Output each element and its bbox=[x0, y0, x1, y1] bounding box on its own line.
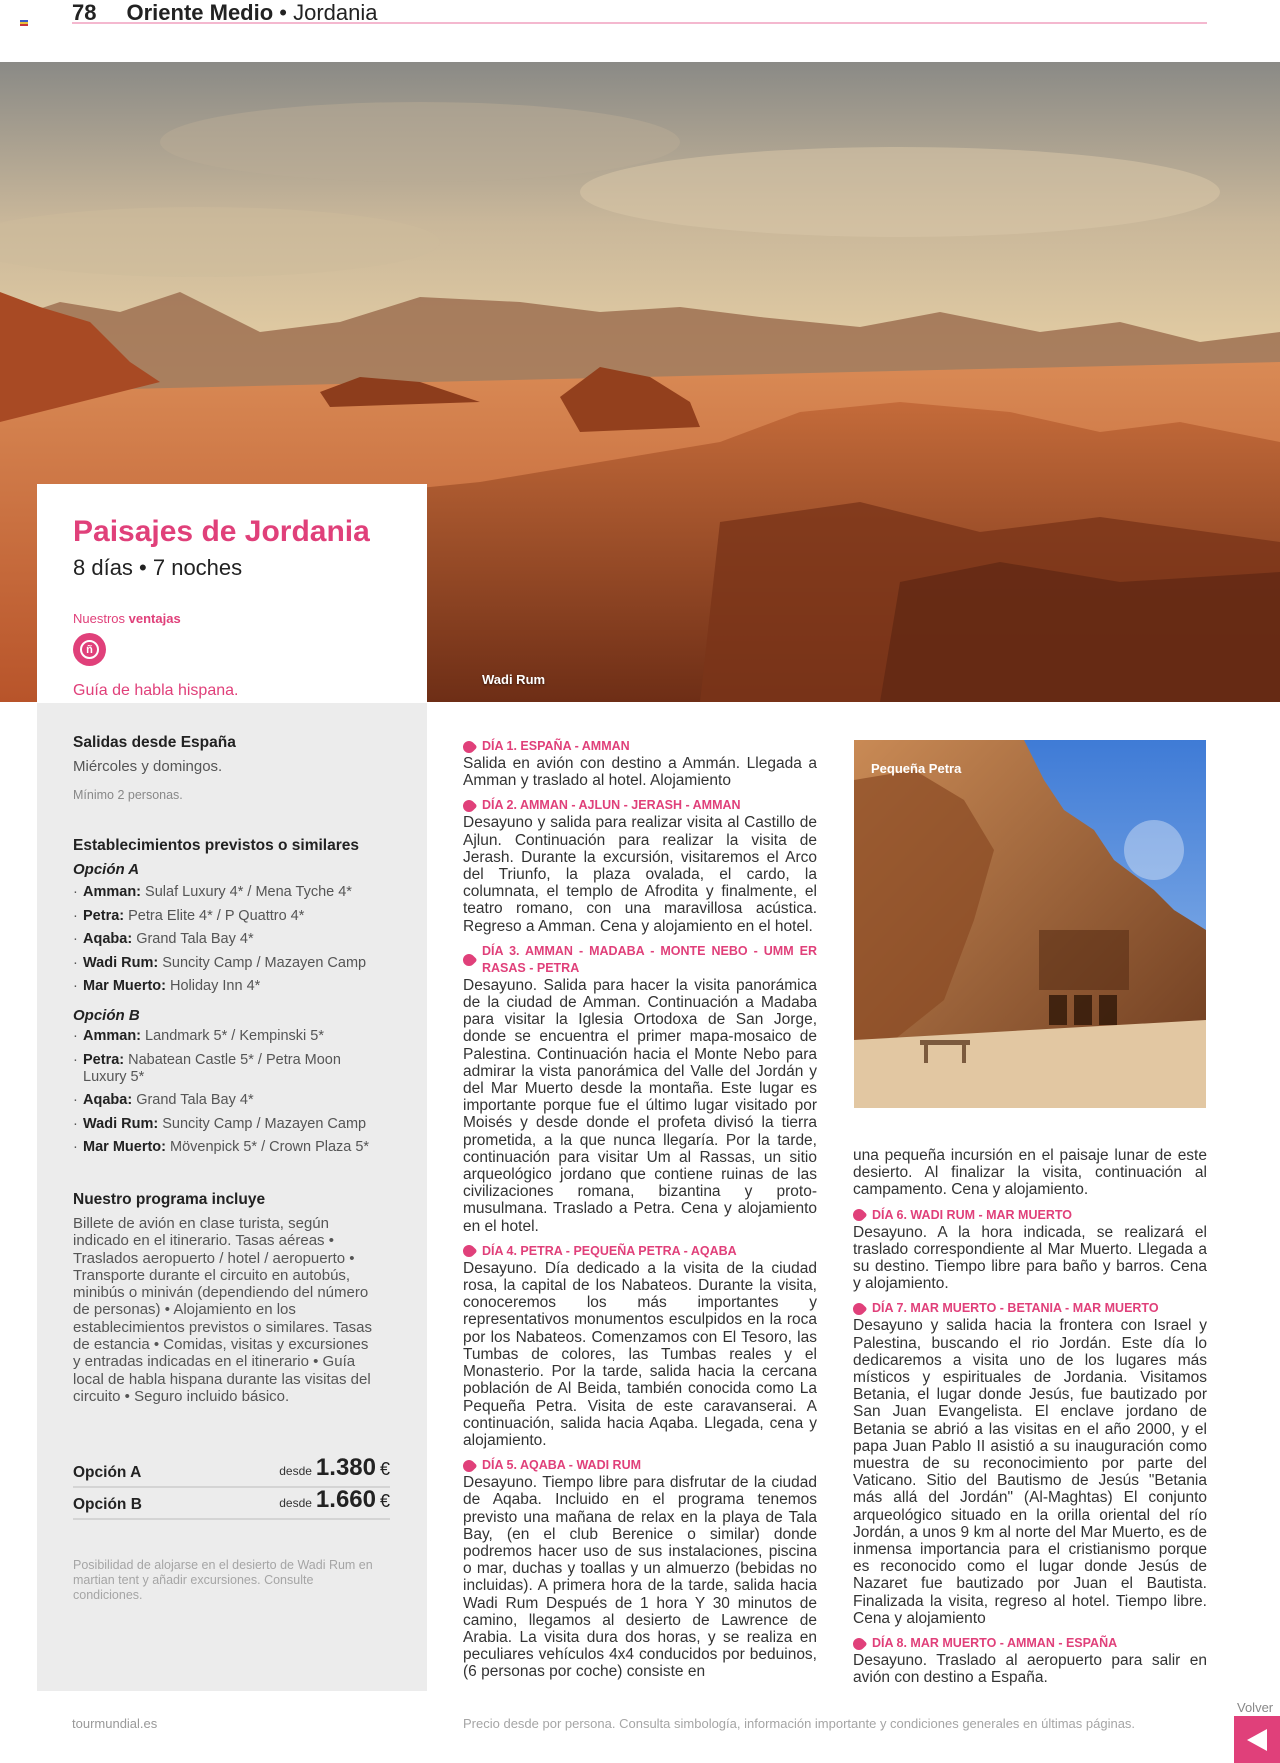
day-title: DÍA 7. MAR MUERTO - BETANIA - MAR MUERTO bbox=[872, 1301, 1159, 1316]
day-title: DÍA 4. PETRA - PEQUEÑA PETRA - AQABA bbox=[482, 1243, 737, 1258]
day-text: Salida en avión con destino a Ammán. Llegada a Amman y traslado al hotel. Alojamiento bbox=[463, 755, 817, 790]
list-item: · Petra: Petra Elite 4* / P Quattro 4* bbox=[73, 905, 403, 929]
day-title: DÍA 2. AMMAN - AJLUN - JERASH - AMMAN bbox=[482, 798, 741, 813]
price-row-option-b bbox=[73, 1486, 390, 1520]
list-item: · Wadi Rum: Suncity Camp / Mazayen Camp bbox=[73, 952, 403, 976]
bullet-icon bbox=[461, 1243, 478, 1260]
itinerary-day bbox=[463, 1243, 817, 1449]
price-value: 1.380 bbox=[315, 1454, 376, 1481]
departures-title: Salidas desde España bbox=[73, 734, 236, 751]
bullet-icon bbox=[461, 738, 478, 755]
day-title: DÍA 3. AMMAN - MADABA - MONTE NEBO - UMM ER RASAS - PETRA bbox=[482, 943, 817, 975]
departures-days: Miércoles y domingos. bbox=[73, 758, 223, 775]
price-row-option-a bbox=[73, 1454, 390, 1488]
itinerary-day bbox=[463, 943, 817, 1235]
itinerary-day bbox=[853, 1635, 1207, 1686]
list-item: · Amman: Sulaf Luxury 4* / Mena Tyche 4* bbox=[73, 881, 403, 905]
itinerary-day bbox=[853, 1300, 1207, 1627]
list-item: · Mar Muerto: Holiday Inn 4* bbox=[73, 975, 403, 999]
program-title: Nuestro programa incluye bbox=[73, 1191, 266, 1208]
day-text: Desayuno y salida para realizar visita al Castillo de Ajlun. Continuación para realizar la visita de Jerash. Durante la excursión, visitaremos el Arco del Triunfo, la plaza ovalada, el cardo, la columnata, el templo de Afrodita y finalmente, el teatro romano, con una maravillosa acústica. Regreso a Amman. Cena y alojamiento en el hotel. bbox=[463, 814, 817, 935]
day-text: Desayuno. Traslado al aeropuerto para salir en avión con destino a España. bbox=[853, 1652, 1207, 1687]
option-b-hotel-list bbox=[73, 1028, 403, 1156]
itinerary-day bbox=[463, 1457, 817, 1680]
guide-text: Guía de habla hispana. bbox=[73, 682, 239, 699]
footer-website[interactable]: tourmundial.es bbox=[72, 1716, 158, 1731]
petra-caption: Pequeña Petra bbox=[871, 761, 962, 776]
flag-icon bbox=[20, 20, 28, 26]
list-item: · Wadi Rum: Suncity Camp / Mazayen Camp bbox=[73, 1116, 403, 1133]
itinerary-column-1 bbox=[463, 738, 817, 1689]
footer-note: Precio desde por persona. Consulta simbología, información importante y condiciones generales en últimas páginas. bbox=[463, 1716, 1136, 1731]
option-a-label: Opción A bbox=[73, 861, 140, 878]
price-currency: € bbox=[379, 1459, 390, 1479]
day-title: DÍA 6. WADI RUM - MAR MUERTO bbox=[872, 1207, 1072, 1222]
price-option-label: Opción B bbox=[73, 1496, 142, 1513]
back-button[interactable] bbox=[1234, 1716, 1280, 1763]
list-item: · Mar Muerto: Mövenpick 5* / Crown Plaza 5* bbox=[73, 1139, 403, 1156]
section-title: Oriente Medio • Jordania bbox=[126, 0, 378, 25]
itinerary-column-2 bbox=[853, 1147, 1207, 1694]
bullet-icon bbox=[851, 1207, 868, 1224]
price-from-label: desde bbox=[279, 1496, 312, 1510]
day-text: Desayuno. A la hora indicada, se realizará el traslado correspondiente al Mar Muerto. Llegada a su destino. Tiempo libre para baño y barros. Cena y alojamiento. bbox=[853, 1223, 1207, 1293]
itinerary-day bbox=[853, 1207, 1207, 1293]
option-b-label: Opción B bbox=[73, 1007, 140, 1024]
advantages-label: Nuestros ventajas bbox=[73, 611, 181, 626]
day-text: Desayuno. Tiempo libre para disfrutar de la ciudad de Aqaba. Incluido en el programa tenemos previsto una mañana de relax en la playa de Tala Bay, (en el club Berenice o similar) donde podremos hacer uso de sus instalaciones, piscina o mar, duchas y toallas y un almuerzo (bebidas no incluidas). A primera hora de la tarde, salida hacia Wadi Rum Después de 1 hora Y 30 minutos de camino, llegamos al desierto de Lawrence de Arabia. La visita dura dos horas, y se realiza en peculiares vehículos 4x4 conducidos por beduinos, (6 personas por coche) consiste en bbox=[463, 1474, 817, 1681]
hero-caption: Wadi Rum bbox=[482, 672, 546, 687]
departures-minimum: Mínimo 2 personas. bbox=[73, 788, 183, 802]
list-item: · Aqaba: Grand Tala Bay 4* bbox=[73, 1092, 403, 1109]
list-item: · Amman: Landmark 5* / Kempinski 5* bbox=[73, 1028, 403, 1045]
list-item: · Petra: Nabatean Castle 5* / Petra Moon Luxury 5* bbox=[73, 1052, 363, 1086]
price-currency: € bbox=[379, 1491, 390, 1511]
page-header bbox=[72, 0, 1207, 24]
program-includes-text: Billete de avión en clase turista, según indicado en el itinerario. Tasas aéreas • Traslados aeropuerto / hotel / aeropuerto • Transporte durante el circuito en autobús, minibús o miniván (dependiendo del número de personas) • Alojamiento en los establecimientos previstos o similares. Tasas de estancia • Comidas, visitas y excursiones y entradas indicadas en el itinerario • Guía local de habla hispana durante las visitas del circuito • Seguro incluido básico. bbox=[73, 1215, 373, 1405]
accommodation-note: Posibilidad de alojarse en el desierto de Wadi Rum en martian tent y añadir excursiones. Consulte condiciones. bbox=[73, 1558, 373, 1602]
bullet-icon bbox=[461, 951, 478, 968]
bullet-icon bbox=[851, 1300, 868, 1317]
day-text: Desayuno. Salida para hacer la visita panorámica de la ciudad de Amman. Continuación a Madaba para visitar la Iglesia Ortodoxa de San Jorge, donde se encuentra el primer mapa-mosaico de Palestina. Continuación hacia el Monte Nebo para admirar la vista panorámica del Valle del Jordán y del Mar Muerto desde la montaña. Este lugar es importante porque fue el último lugar visitado por Moisés y desde donde el profeta divisó la tierra prometida, a la que nunca llegaría. Por la tarde, continuación para visitar Um al Rassas, un sitio arqueológico jordano que contiene ruinas de las civilizaciones romana, bizantina y proto-musulmana. Traslado a Petra. Cena y alojamiento en el hotel. bbox=[463, 976, 817, 1235]
bullet-icon bbox=[461, 1457, 478, 1474]
price-from-label: desde bbox=[279, 1464, 312, 1478]
day-title: DÍA 5. AQABA - WADI RUM bbox=[482, 1458, 642, 1473]
option-a-hotel-list bbox=[73, 881, 403, 999]
spanish-guide-icon: ñ bbox=[73, 633, 106, 666]
trip-duration: 8 días • 7 noches bbox=[73, 555, 243, 580]
page-number: 78 bbox=[72, 0, 97, 25]
bullet-icon bbox=[851, 1635, 868, 1652]
day-title: DÍA 1. ESPAÑA - AMMAN bbox=[482, 739, 630, 753]
day-title: DÍA 8. MAR MUERTO - AMMAN - ESPAÑA bbox=[872, 1636, 1118, 1651]
trip-title: Paisajes de Jordania bbox=[73, 515, 370, 548]
itinerary-day bbox=[463, 797, 817, 934]
price-option-label: Opción A bbox=[73, 1464, 142, 1481]
bullet-icon bbox=[461, 797, 478, 814]
list-item: · Aqaba: Grand Tala Bay 4* bbox=[73, 928, 403, 952]
hotels-title: Establecimientos previstos o similares bbox=[73, 837, 360, 854]
petra-photo bbox=[854, 740, 1206, 1108]
itinerary-continuation: una pequeña incursión en el paisaje lunar de este desierto. Al finalizar la visita, continuación al campamento. Cena y alojamiento. bbox=[853, 1147, 1207, 1199]
day-text: Desayuno y salida hacia la frontera con Israel y Palestina, buscando el rio Jordán. Este día lo dedicaremos a visita uno de los lugares más místicos y espirituales de Jordania. Visitamos Betania, el lugar donde Jesús, fue bautizado por San Juan Evangelista. El enclave jordano de Betania se abrió a las visitas en el año 2000, y el papa Juan Pablo II asistió a su inauguración como muestra de su reconocimiento por parte del Vaticano. Sitio del Bautismo de Jesús "Betania más allá del Jordán" (Al-Maghtas) El conjunto arqueológico situado en la orilla oriental del río Jordán, a unos 9 km al norte del Mar Muerto, es de inmensa importancia para el cristianismo porque es reconocido como el lugar donde Jesús de Nazaret fue bautizado por Juan el Bautista. Finalizada la visita, regreso al hotel. Tiempo libre. Cena y alojamiento bbox=[853, 1317, 1207, 1627]
arrow-left-icon bbox=[1247, 1729, 1267, 1751]
price-value: 1.660 bbox=[315, 1486, 376, 1513]
day-text: Desayuno. Día dedicado a la visita de la ciudad rosa, la capital de los Nabateos. Durante la visita, conoceremos los más importantes y representativos monumentos esculpidos en la roca por los Nabateos. Comenzamos con El Tesoro, las Tumbas de colores, las Tumbas reales y el Monasterio. Por la tarde, salida hacia la cercana población de Al Beida, también conocida como La Pequeña Petra. Visita de este caravanserai. A continuación, salida hacia Aqaba. Llegada, cena y alojamiento. bbox=[463, 1259, 817, 1449]
itinerary-day bbox=[463, 738, 817, 789]
back-label: Volver bbox=[1237, 1700, 1274, 1715]
